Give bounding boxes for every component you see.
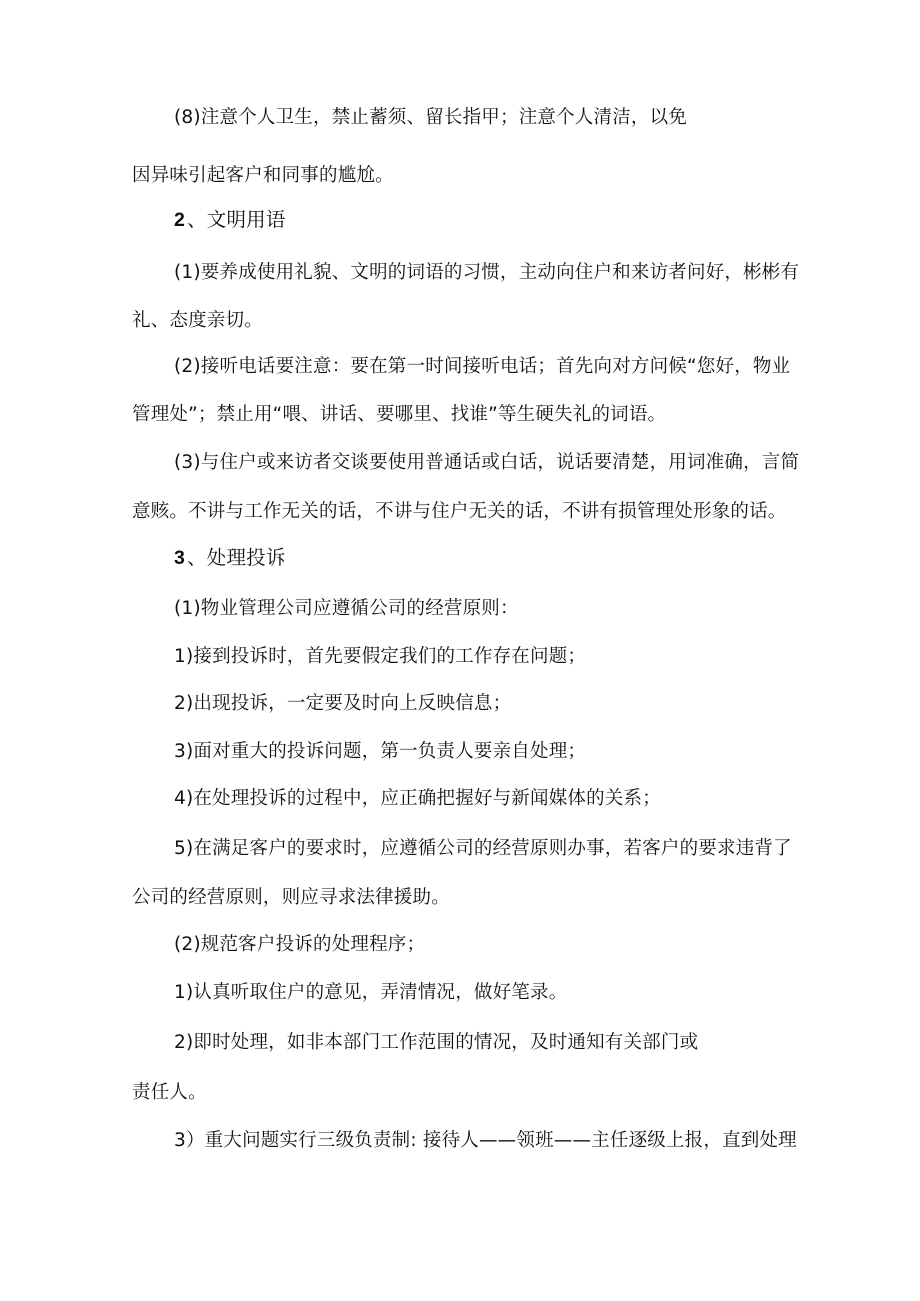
s3-step-2-line-1: 2)即时处理，如非本部门工作范围的情况，及时通知有关部门或 bbox=[174, 1032, 699, 1053]
s3-item-3: 3)面对重大的投诉问题，第一负责人要亲自处理； bbox=[174, 741, 587, 762]
section-2-heading bbox=[174, 208, 286, 232]
section-3-number: 3 bbox=[174, 547, 186, 569]
paragraph-8-line-1: (8)注意个人卫生，禁止蓄须、留长指甲；注意个人清洁，以免 bbox=[174, 107, 688, 128]
s3-paragraph-2: (2)规范客户投诉的处理程序； bbox=[174, 934, 426, 955]
s3-item-5-line-1: 5)在满足客户的要求时，应遵循公司的经营原则办事，若客户的要求违背了 bbox=[174, 838, 792, 859]
section-2-number: 2 bbox=[174, 209, 186, 231]
section-3-title: 、处理投诉 bbox=[187, 546, 286, 569]
s3-item-4: 4)在处理投诉的过程中，应正确把握好与新闻媒体的关系； bbox=[174, 788, 661, 809]
s3-paragraph-1: (1)物业管理公司应遵循公司的经营原则： bbox=[174, 598, 519, 619]
section-3-heading bbox=[174, 546, 286, 570]
s2-paragraph-2-line-1: (2)接听电话要注意：要在第一时间接听电话；首先向对方问候“您好，物业 bbox=[174, 356, 791, 377]
s3-item-2: 2)出现投诉，一定要及时向上反映信息； bbox=[174, 693, 512, 714]
paragraph-8-line-2: 因异味引起客户和同事的尴尬。 bbox=[132, 165, 394, 186]
s2-paragraph-3-line-2: 意赅。不讲与工作无关的话，不讲与住户无关的话，不讲有损管理处形象的话。 bbox=[132, 501, 787, 522]
s3-item-1: 1)接到投诉时，首先要假定我们的工作存在问题； bbox=[174, 646, 587, 667]
s3-item-5-line-2: 公司的经营原则，则应寻求法律援助。 bbox=[132, 887, 450, 908]
section-2-title: 、文明用语 bbox=[187, 208, 286, 231]
s2-paragraph-1-line-2: 礼、态度亲切。 bbox=[132, 310, 263, 331]
s3-step-1: 1)认真听取住户的意见，弄清情况，做好笔录。 bbox=[174, 982, 568, 1003]
s2-paragraph-2-line-2: 管理处”；禁止用“喂、讲话、要哪里、找谁”等生硬失礼的词语。 bbox=[132, 404, 667, 425]
s3-step-2-line-2: 责任人。 bbox=[132, 1082, 207, 1103]
s2-paragraph-3-line-1: (3)与住户或来访者交谈要使用普通话或白话，说话要清楚，用词准确，言简 bbox=[174, 452, 800, 473]
s2-paragraph-1-line-1: (1)要养成使用礼貌、文明的词语的习惯，主动向住户和来访者问好，彬彬有 bbox=[174, 262, 800, 283]
s3-step-3: 3）重大问题实行三级负责制: 接待人——领班——主任逐级上报，直到处理 bbox=[174, 1130, 797, 1151]
